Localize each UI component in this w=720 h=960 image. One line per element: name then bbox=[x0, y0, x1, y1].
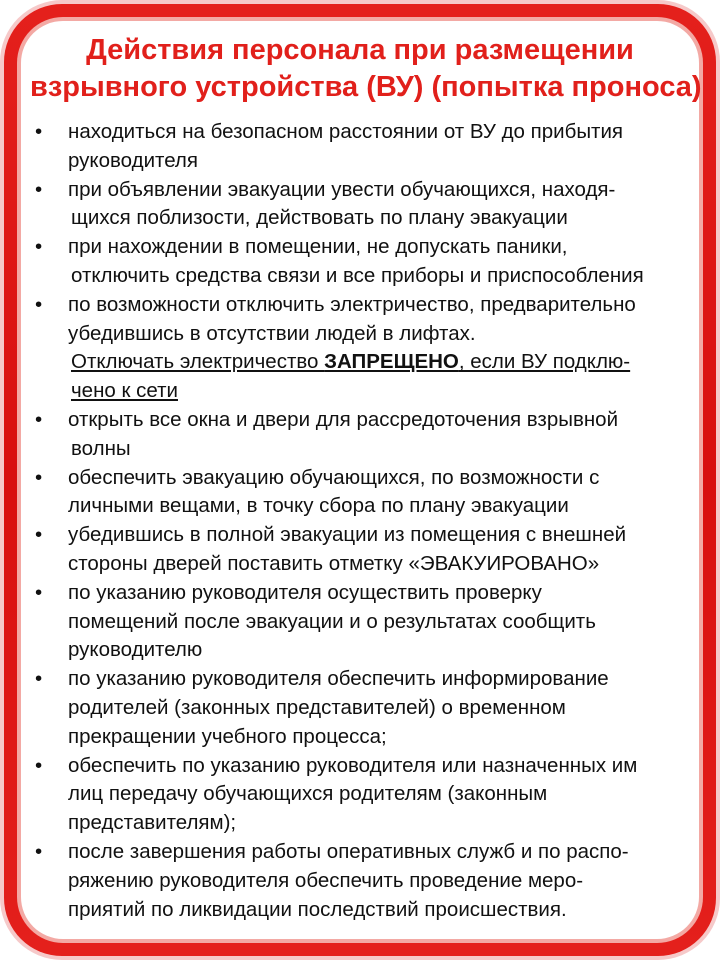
item-line: стороны дверей поставить отметку «ЭВАКУИРОВАНО» bbox=[68, 551, 600, 575]
title-line-1: Действия персонала при размещении bbox=[86, 34, 634, 66]
title-line-2: взрывного устройства (ВУ) (попытка проноса) bbox=[30, 71, 702, 103]
item-line: по указанию руководителя обеспечить информирование bbox=[68, 667, 609, 691]
warning-strong: ЗАПРЕЩЕНО bbox=[324, 350, 459, 374]
item-line: волны bbox=[71, 436, 131, 460]
item-line: щихся поблизости, действовать по плану эвакуации bbox=[71, 206, 568, 230]
item-line: при нахождении в помещении, не допускать паники, bbox=[68, 235, 568, 259]
list-item bbox=[34, 464, 694, 522]
list-item bbox=[34, 291, 694, 406]
item-line: руководителю bbox=[68, 638, 203, 662]
bullet-icon: • bbox=[35, 235, 43, 259]
list-item bbox=[34, 579, 694, 665]
list-item bbox=[34, 752, 694, 838]
item-line: помещений после эвакуации и о результатах сообщить bbox=[68, 609, 596, 633]
bullet-icon: • bbox=[35, 839, 43, 863]
list-item bbox=[34, 118, 694, 176]
item-line: при объявлении эвакуации увести обучающихся, находя- bbox=[68, 177, 616, 201]
list-item bbox=[34, 406, 694, 464]
item-line: лиц передачу обучающихся родителям (законным bbox=[68, 782, 548, 806]
warning-lead: Отключать электричество bbox=[71, 350, 325, 374]
bullet-icon: • bbox=[35, 753, 43, 777]
bullet-icon: • bbox=[35, 580, 43, 604]
item-line: находиться на безопасном расстоянии от ВУ до прибытия bbox=[68, 120, 623, 143]
bullet-icon: • bbox=[35, 465, 43, 489]
item-line: обеспечить по указанию руководителя или назначенных им bbox=[68, 753, 638, 777]
item-line: прекращении учебного процесса; bbox=[68, 724, 387, 748]
list-item bbox=[34, 665, 694, 751]
item-line: убедившись в отсутствии людей в лифтах. bbox=[68, 321, 476, 345]
item-line: руководителя bbox=[68, 148, 198, 172]
warning-note bbox=[68, 348, 694, 406]
item-line: личными вещами, в точку сбора по плану эвакуации bbox=[68, 494, 569, 518]
bullet-icon: • bbox=[35, 667, 43, 691]
item-line: открыть все окна и двери для рассредоточения взрывной bbox=[68, 407, 619, 431]
item-line: обеспечить эвакуацию обучающихся, по возможности с bbox=[68, 465, 600, 489]
warning-tail: , если ВУ подклю- bbox=[458, 350, 631, 374]
page-title bbox=[30, 32, 702, 106]
item-line: убедившись в полной эвакуации из помещения с внешней bbox=[68, 523, 627, 547]
item-line: приятий по ликвидации последствий происшествия. bbox=[68, 897, 567, 921]
warning-tail-2: чено к сети bbox=[71, 379, 178, 403]
item-line: отключить средства связи и все приборы и приспособления bbox=[71, 263, 644, 287]
bullet-icon: • bbox=[35, 407, 43, 431]
item-line: по возможности отключить электричество, предварительно bbox=[68, 292, 636, 316]
bullet-icon: • bbox=[35, 177, 43, 201]
item-line: ряжению руководителя обеспечить проведение меро- bbox=[68, 868, 584, 892]
list-item bbox=[34, 176, 694, 234]
item-line: по указанию руководителя осуществить проверку bbox=[68, 580, 542, 604]
instruction-list bbox=[34, 118, 694, 924]
item-line: родителей (законных представителей) о временном bbox=[68, 695, 566, 719]
item-line: после завершения работы оперативных служб и по распо- bbox=[68, 839, 629, 863]
item-line: представителям); bbox=[68, 811, 237, 835]
list-item bbox=[34, 521, 694, 579]
bullet-icon: • bbox=[35, 523, 43, 547]
list-item bbox=[34, 838, 694, 924]
bullet-icon: • bbox=[35, 292, 43, 316]
bullet-icon: • bbox=[35, 120, 43, 143]
list-item bbox=[34, 233, 694, 291]
